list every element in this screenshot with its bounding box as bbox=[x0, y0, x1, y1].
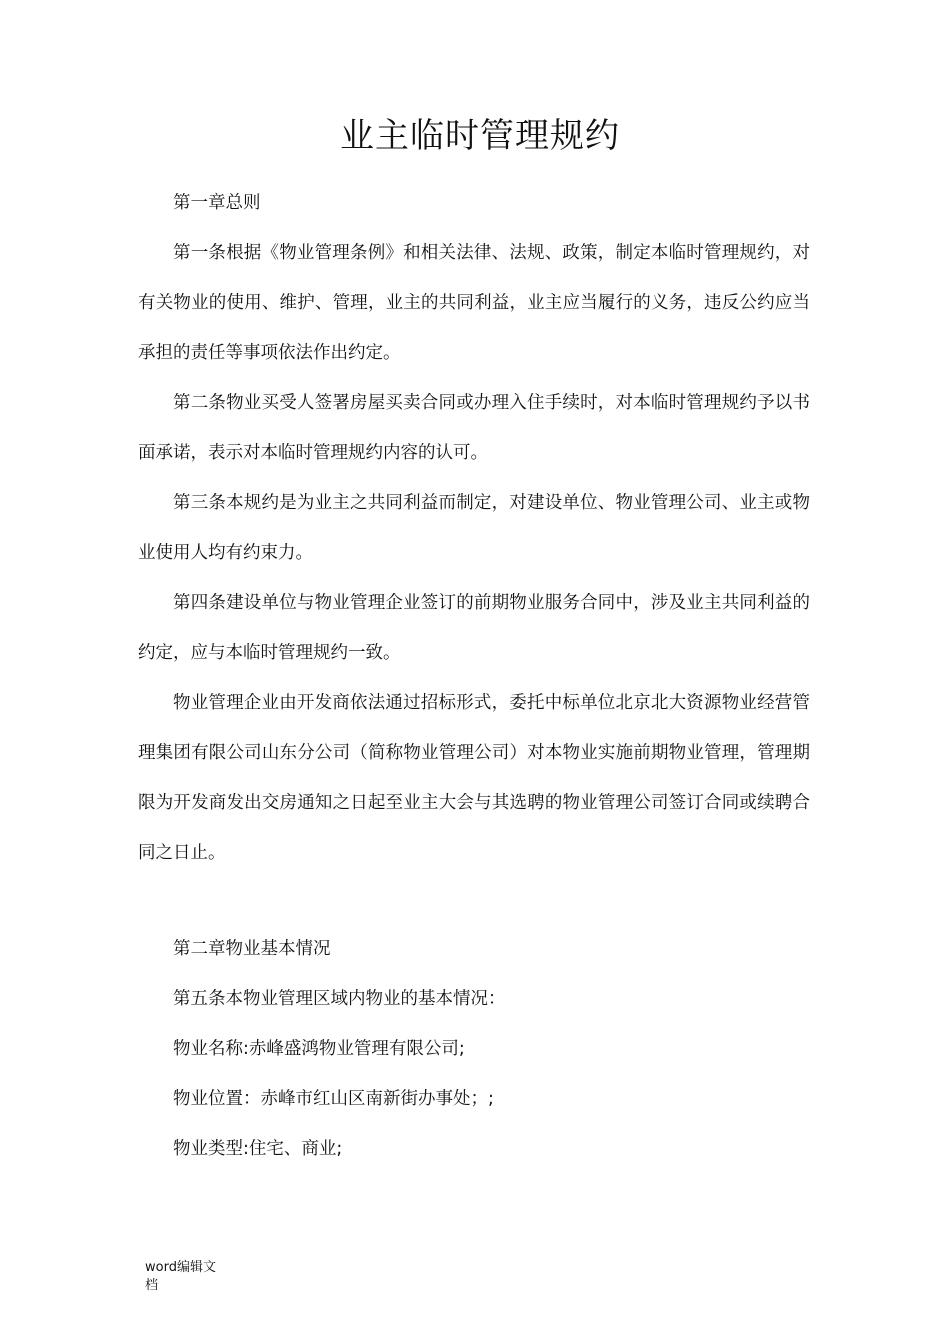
article-1: 第一条根据《物业管理条例》和相关法律、法规、政策，制定本临时管理规约，对有关物业的使用、维护、管理，业主的共同利益，业主应当履行的义务，违反公约应当承担的责任等事项依法作出约定。 bbox=[138, 243, 810, 363]
chapter1-heading: 第一章总则 bbox=[173, 193, 261, 213]
article-4: 第四条建设单位与物业管理企业签订的前期物业服务合同中，涉及业主共同利益的约定，应与本临时管理规约一致。 bbox=[138, 593, 810, 663]
article-3: 第三条本规约是为业主之共同利益而制定，对建设单位、物业管理公司、业主或物业使用人均有约束力。 bbox=[138, 493, 810, 563]
property-type: 物业类型:住宅、商业; bbox=[173, 1139, 343, 1159]
chapter2-section bbox=[138, 924, 810, 1174]
chapter2-heading: 第二章物业基本情况 bbox=[173, 939, 331, 959]
management-note: 物业管理企业由开发商依法通过招标形式，委托中标单位北京北大资源物业经营管理集团有限公司山东分公司（简称物业管理公司）对本物业实施前期物业管理，管理期限为开发商发出交房通知之日起至业主大会与其选聘的物业管理公司签订合同或续聘合同之日止。 bbox=[138, 693, 810, 863]
property-location: 物业位置：赤峰市红山区南新街办事处；; bbox=[173, 1089, 494, 1109]
footer-label: word编辑文档 bbox=[145, 1260, 216, 1293]
property-name: 物业名称:赤峰盛鸿物业管理有限公司; bbox=[173, 1039, 465, 1059]
article-5: 第五条本物业管理区域内物业的基本情况： bbox=[173, 989, 506, 1009]
article-2: 第二条物业买受人签署房屋买卖合同或办理入住手续时，对本临时管理规约予以书面承诺，表示对本临时管理规约内容的认可。 bbox=[138, 393, 810, 463]
document-body bbox=[138, 178, 810, 878]
document-title: 业主临时管理规约 bbox=[340, 116, 620, 156]
